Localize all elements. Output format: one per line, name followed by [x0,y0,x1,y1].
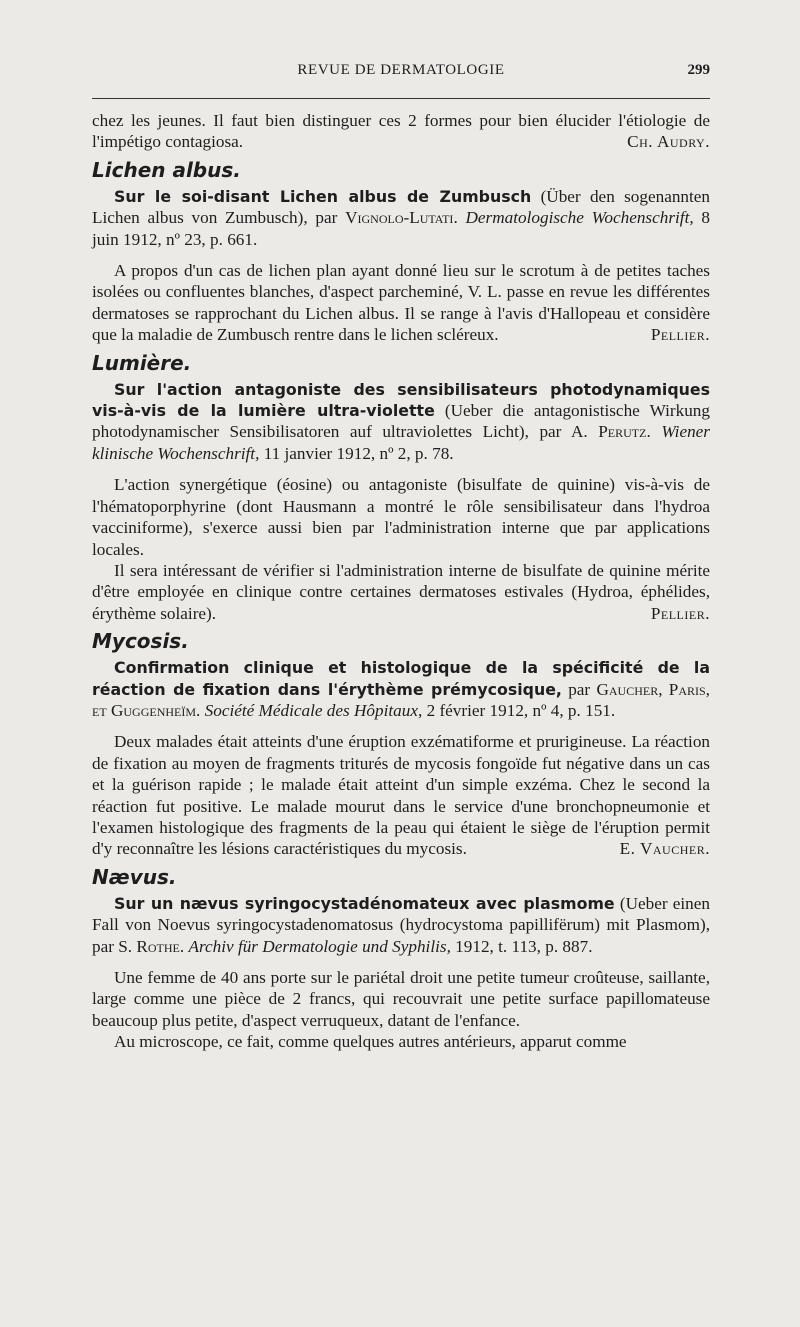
author: Rothe [136,936,180,956]
author: Vignolo-Lutati [345,208,454,228]
signature: E. Vaucher. [619,839,710,859]
section-mycosis [92,629,710,860]
journal: Wiener klinische Wochenschrift, [92,422,710,463]
continuation-paragraph [92,110,710,153]
section-heading: Mycosis. [92,629,189,654]
section-heading: Lumière. [92,350,192,375]
continuation-text: chez les jeunes. Il faut bien distinguer ces 2 formes pour bien élucider l'étiologie de l'impétigo contagiosa. [92,111,710,152]
body-paragraph: Une femme de 40 ans porte sur le pariétal droit une petite tumeur croûteuse, saillante, large comme une pièce de 2 francs, qui recouvrait une petite surface papillomateuse beaucoup plus petite, d'aspect verruqueux, datant de l'enfance. [92,968,710,1030]
body-paragraph: Il sera intéressant de vérifier si l'administration interne de bisulfate de quinine mérite d'être employée en clinique contre certaines dermatoses estivales (Hydroa, éphélides, érythème solaire). Pellier. [92,560,710,623]
body-paragraph: Deux malades était atteints d'une éruption exzématiforme et prurigineuse. La réaction de fixation au moyen de fragments triturés de mycosis fongoïde fut négative dans un cas et la guérison rapide ; le malade était atteint d'un simple exzéma. Chez le second la réaction fut positive. Le malade mourut dans le service d'une bronchopneumonie et l'examen histologique des fragments de la peau qui étaient le siège de l'éruption permit d'y reconnaître les lésions caractéristiques du mycosis. E. Vaucher. [92,732,710,859]
journal: Société Médicale des Hôpitaux, [204,700,423,720]
author: Gaucher, Paris, et Guggenheïm [92,679,710,720]
signature: Pellier. [650,325,710,345]
body-paragraph: A propos d'un cas de lichen plan ayant donné lieu sur le scrotum à de petites taches isolées ou confluentes blanches, d'aspect parcheminé, V. L. passe en revue les différentes dermatoses se rapprochant du Lichen albus. Il se range à l'avis d'Hallopeau et considère que la maladie de Zumbusch rentre dans le lichen scléreux. Pellier. [92,261,710,345]
page-number: 299 [687,62,710,78]
journal: Archiv für Dermatologie und Syphilis, [188,936,451,956]
article-reference: Confirmation clinique et histologique de la spécificité de la réaction de fixation dans l'érythème prémycosique, par Gaucher, Paris, et Guggenheïm. Société Médicale des Hôpitaux, 2 février 1912, nº 4, p. 151. [92,658,710,720]
body-paragraph: Au microscope, ce fait, comme quelques autres antérieurs, apparut comme [114,1032,627,1052]
running-head: REVUE DE DERMATOLOGIE [297,62,505,78]
body-paragraph: L'action synergétique (éosine) ou antagoniste (bisulfate de quinine) vis-à-vis de l'hématoporphyrine (dont Hausmann a montré le rôle sensibilisateur dans l'hydroa vacciniforme), s'exerce aussi bien par l'administration interne que par applications locales. [92,475,710,559]
article-reference: Sur l'action antagoniste des sensibilisateurs photodynamiques vis-à-vis de la lumière ultra-violette (Ueber die antagonistische Wirkung photodynamischer Sensibilisatoren auf ultraviolettes Licht), par A. Perutz. Wiener klinische Wochenschrift, 11 janvier 1912, nº 2, p. 78. [92,379,710,463]
author: Perutz [598,422,647,442]
signature: Ch. Audry. [627,132,710,152]
article-reference: Sur un nævus syringocystadénomateux avec plasmome (Ueber einen Fall von Noevus syringocystadenomatosus (hydrocystoma papillifërum) mit Plasmom), par S. Rothe. Archiv für Dermatologie und Syphilis, 1912, t. 113, p. 887. [92,893,711,956]
journal: Dermatologische Wochenschrift, [465,208,694,228]
article-title: Confirmation clinique et histologique de la spécificité de la réaction de fixation dans l'érythème prémycosique, [92,658,710,699]
section-heading: Nævus. [92,864,177,889]
article-reference: Sur le soi-disant Lichen albus de Zumbusch (Über den sogenannten Lichen albus von Zumbusch), par Vignolo-Lutati. Dermatologische Wochenschrift, 8 juin 1912, nº 23, p. 661. [92,186,711,249]
section-naevus [92,865,710,1053]
article-title: Sur un nævus syringocystadénomateux avec plasmome [114,893,615,913]
header-rule [92,98,710,99]
signature: Pellier. [650,603,710,623]
article-title: Sur l'action antagoniste des sensibilisateurs photodynamiques vis-à-vis de la lumière ultra-violette [92,379,710,421]
section-lichen-albus [92,158,710,346]
section-heading: Lichen albus. [92,157,241,182]
page-content [92,110,710,1053]
article-title: Sur le soi-disant Lichen albus de Zumbusch [114,186,532,206]
page-header [92,62,710,84]
section-lumiere [92,351,710,624]
